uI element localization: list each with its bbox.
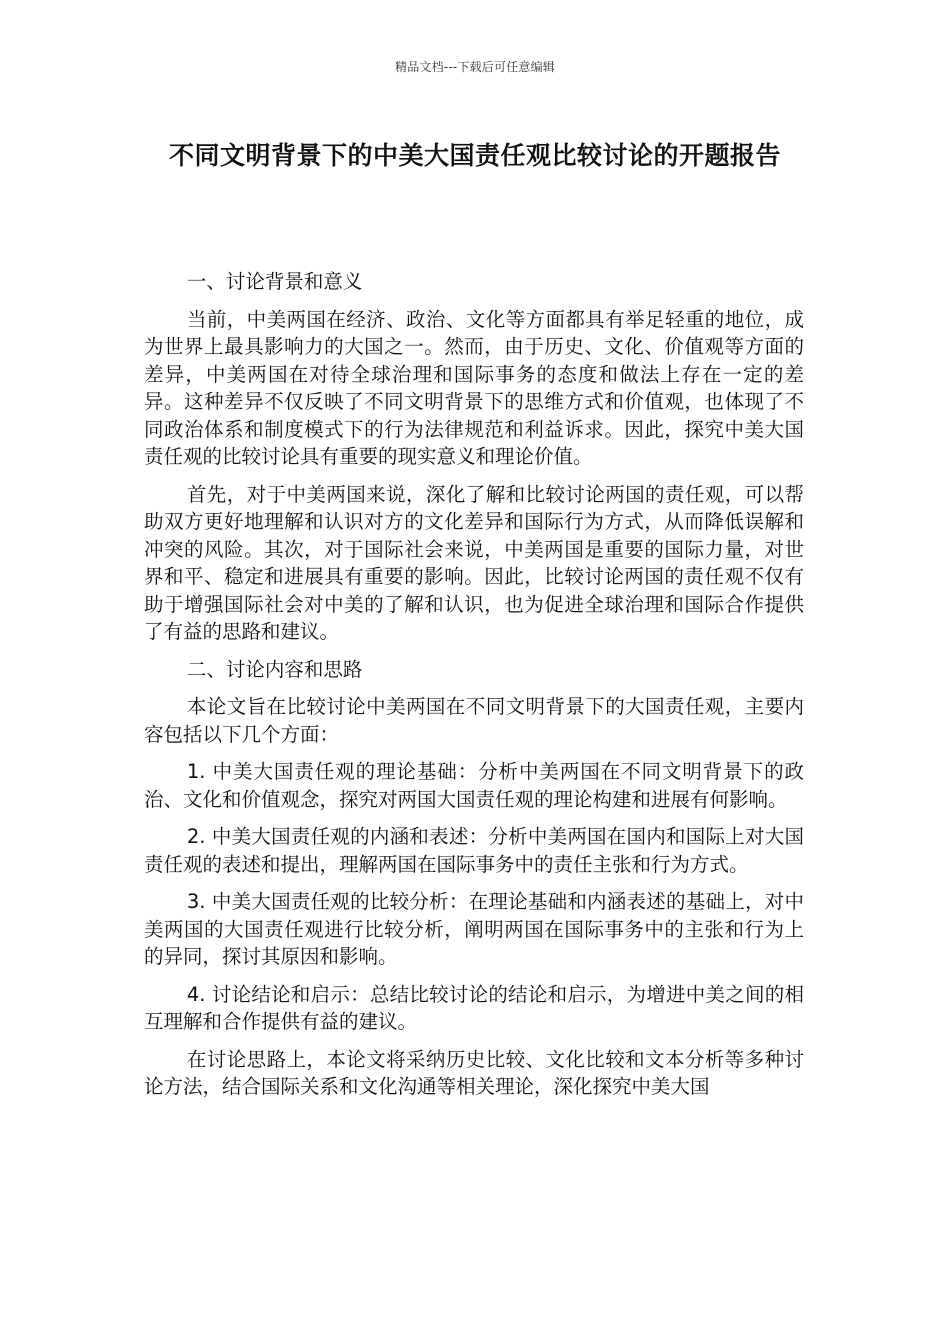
- list-item: 2. 中美大国责任观的内涵和表述：分析中美两国在国内和国际上对大国责任观的表述和提出，理解两国在国际事务中的责任主张和行为方式。: [144, 825, 804, 876]
- list-item: 4. 讨论结论和启示：总结比较讨论的结论和启示，为增进中美之间的相互理解和合作提供有益的建议。: [144, 982, 804, 1033]
- document-title: 不同文明背景下的中美大国责任观比较讨论的开题报告: [168, 141, 781, 170]
- header-note: 精品文档---下载后可任意编辑: [395, 60, 555, 74]
- document-body: [144, 268, 804, 1111]
- section-heading-2: 二、讨论内容和思路: [186, 657, 363, 681]
- paragraph: 首先，对于中美两国来说，深化了解和比较讨论两国的责任观，可以帮助双方更好地理解和认识对方的文化差异和国际行为方式，从而降低误解和冲突的风险。其次，对于国际社会来说，中美两国是重要的国际力量，对世界和平、稳定和进展具有重要的影响。因此，比较讨论两国的责任观不仅有助于增强国际社会对中美的了解和认识，也为促进全球治理和国际合作提供了有益的思路和建议。: [144, 482, 804, 643]
- list-item: 1. 中美大国责任观的理论基础：分析中美两国在不同文明背景下的政治、文化和价值观念，探究对两国大国责任观的理论构建和进展有何影响。: [144, 760, 804, 811]
- paragraph: 在讨论思路上，本论文将采纳历史比较、文化比较和文本分析等多种讨论方法，结合国际关系和文化沟通等相关理论，深化探究中美大国: [144, 1047, 804, 1098]
- section-heading-1: 一、讨论背景和意义: [186, 270, 363, 293]
- paragraph: 当前，中美两国在经济、政治、文化等方面都具有举足轻重的地位，成为世界上最具影响力的大国之一。然而，由于历史、文化、价值观等方面的差异，中美两国在对待全球治理和国际事务的态度和做法上存在一定的差异。这种差异不仅反映了不同文明背景下的思维方式和价值观，也体现了不同政治体系和制度模式下的行为法律规范和利益诉求。因此，探究中美大国责任观的比较讨论具有重要的现实意义和理论价值。: [144, 307, 804, 468]
- paragraph: 本论文旨在比较讨论中美两国在不同文明背景下的大国责任观，主要内容包括以下几个方面：: [144, 695, 804, 746]
- list-item: 3. 中美大国责任观的比较分析：在理论基础和内涵表述的基础上，对中美两国的大国责任观进行比较分析，阐明两国在国际事务中的主张和行为上的异同，探讨其原因和影响。: [144, 890, 804, 968]
